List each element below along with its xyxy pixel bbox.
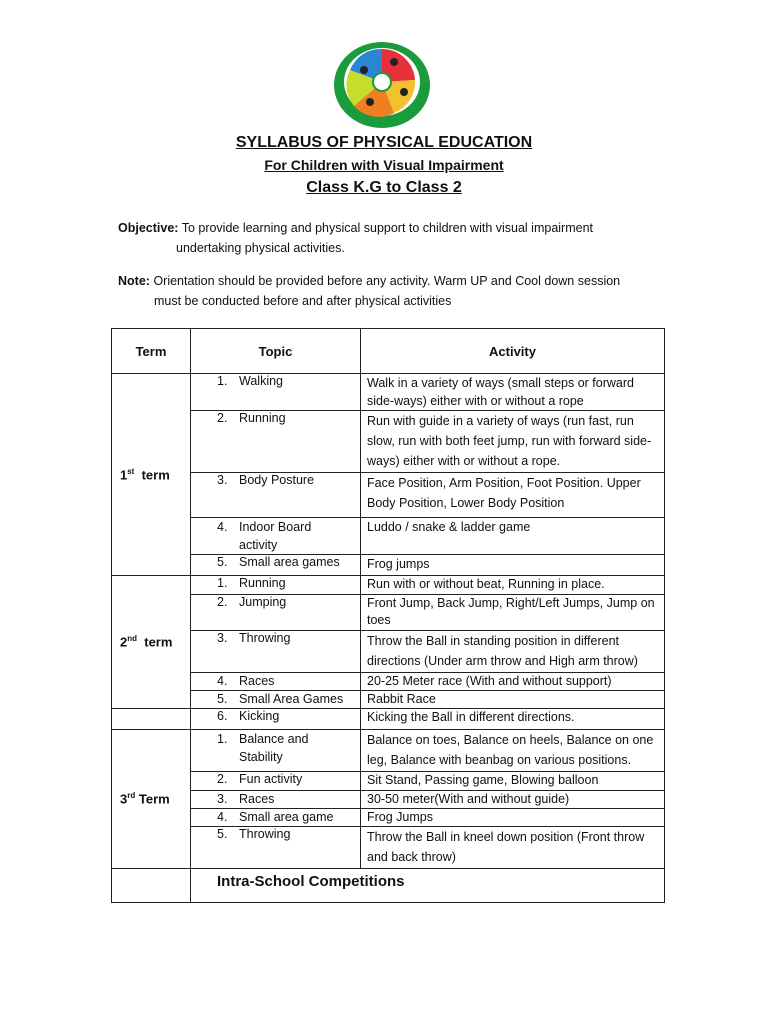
topic-cell: 5. Small Area Games — [191, 691, 361, 709]
objective-text-line-2: undertaking physical activities. — [176, 241, 345, 255]
table-row — [112, 411, 665, 473]
objective-label: Objective: — [118, 221, 179, 235]
empty-term-cell — [112, 709, 191, 730]
note-text-line-1: Orientation should be provided before any activity. Warm UP and Cool down session — [153, 274, 621, 288]
topic-cell: 2. Fun activity — [191, 772, 361, 791]
activity-cell: Throw the Ball in kneel down position (Front throw and back throw) — [361, 827, 665, 869]
note-text-line-2: must be conducted before and after physical activities — [154, 294, 452, 308]
table-row — [112, 772, 665, 791]
topic-cell: 2. Jumping — [191, 595, 361, 631]
topic-cell: 5. Throwing — [191, 827, 361, 869]
note-label: Note: — [118, 274, 150, 288]
table-row — [112, 809, 665, 827]
table-header-row — [112, 329, 665, 374]
activity-cell: Front Jump, Back Jump, Right/Left Jumps, Jump on toes — [361, 595, 665, 631]
activity-cell: Luddo / snake & ladder game — [361, 518, 665, 555]
activity-cell: Throw the Ball in standing position in different directions (Under arm throw and High arm throw) — [361, 631, 665, 673]
topic-cell: 3. Throwing — [191, 631, 361, 673]
table-row — [112, 709, 665, 730]
topic-cell: 1. Running — [191, 576, 361, 595]
topic-cell: 2. Running — [191, 411, 361, 473]
topic-cell: 1. Walking — [191, 374, 361, 411]
objective-text-line-1: To provide learning and physical support to children with visual impairment — [181, 221, 594, 235]
table-row — [112, 730, 665, 772]
table-row — [112, 595, 665, 631]
topic-cell: 5. Small area games — [191, 555, 361, 576]
topic-cell: 3. Races — [191, 791, 361, 809]
table-row — [112, 827, 665, 869]
header-activity: Activity — [361, 329, 665, 374]
intra-school-competitions: Intra-School Competitions — [191, 869, 665, 903]
topic-cell: 4. Indoor Board activity — [191, 518, 361, 555]
competitions-row — [112, 869, 665, 903]
activity-cell: Face Position, Arm Position, Foot Position. Upper Body Position, Lower Body Position — [361, 473, 665, 518]
topic-cell: 6. Kicking — [191, 709, 361, 730]
table-row — [112, 576, 665, 595]
table-row — [112, 673, 665, 691]
topic-cell: 4. Races — [191, 673, 361, 691]
activity-cell: Kicking the Ball in different directions. — [361, 709, 665, 730]
table-row — [112, 518, 665, 555]
topic-cell: 3. Body Posture — [191, 473, 361, 518]
activity-cell: Frog Jumps — [361, 809, 665, 827]
activity-cell: Run with or without beat, Running in place. — [361, 576, 665, 595]
activity-cell: Walk in a variety of ways (small steps or forward side-ways) either with or without a rope — [361, 374, 665, 411]
term-3-label: 3rd Term — [112, 730, 191, 869]
page-subtitle: For Children with Visual Impairment — [264, 157, 504, 173]
activity-cell: Rabbit Race — [361, 691, 665, 709]
table-row — [112, 374, 665, 411]
activity-cell: 20-25 Meter race (With and without support) — [361, 673, 665, 691]
topic-cell: 4. Small area game — [191, 809, 361, 827]
table-row — [112, 791, 665, 809]
term-1-label: 1st term — [112, 374, 191, 576]
empty-term-cell — [112, 869, 191, 903]
term-2-label: 2nd term — [112, 576, 191, 709]
activity-cell: 30-50 meter(With and without guide) — [361, 791, 665, 809]
objective-paragraph — [118, 218, 650, 258]
activity-cell: Sit Stand, Passing game, Blowing balloon — [361, 772, 665, 791]
activity-cell: Balance on toes, Balance on heels, Balance on one leg, Balance with beanbag on various positions. — [361, 730, 665, 772]
table-row — [112, 473, 665, 518]
class-range: Class K.G to Class 2 — [306, 179, 462, 196]
activity-cell: Run with guide in a variety of ways (run fast, run slow, run with both feet jump, run with forward side-ways) either with or without a rope. — [361, 411, 665, 473]
table-row — [112, 631, 665, 673]
activity-cell: Frog jumps — [361, 555, 665, 576]
table-row — [112, 555, 665, 576]
header-topic: Topic — [191, 329, 361, 374]
topic-cell: 1. Balance and Stability — [191, 730, 361, 772]
header-term: Term — [112, 329, 191, 374]
special-education-department-logo-icon — [332, 40, 432, 130]
note-paragraph — [118, 271, 650, 311]
page-title: SYLLABUS OF PHYSICAL EDUCATION — [235, 134, 533, 151]
table-row — [112, 691, 665, 709]
syllabus-table — [111, 328, 665, 903]
